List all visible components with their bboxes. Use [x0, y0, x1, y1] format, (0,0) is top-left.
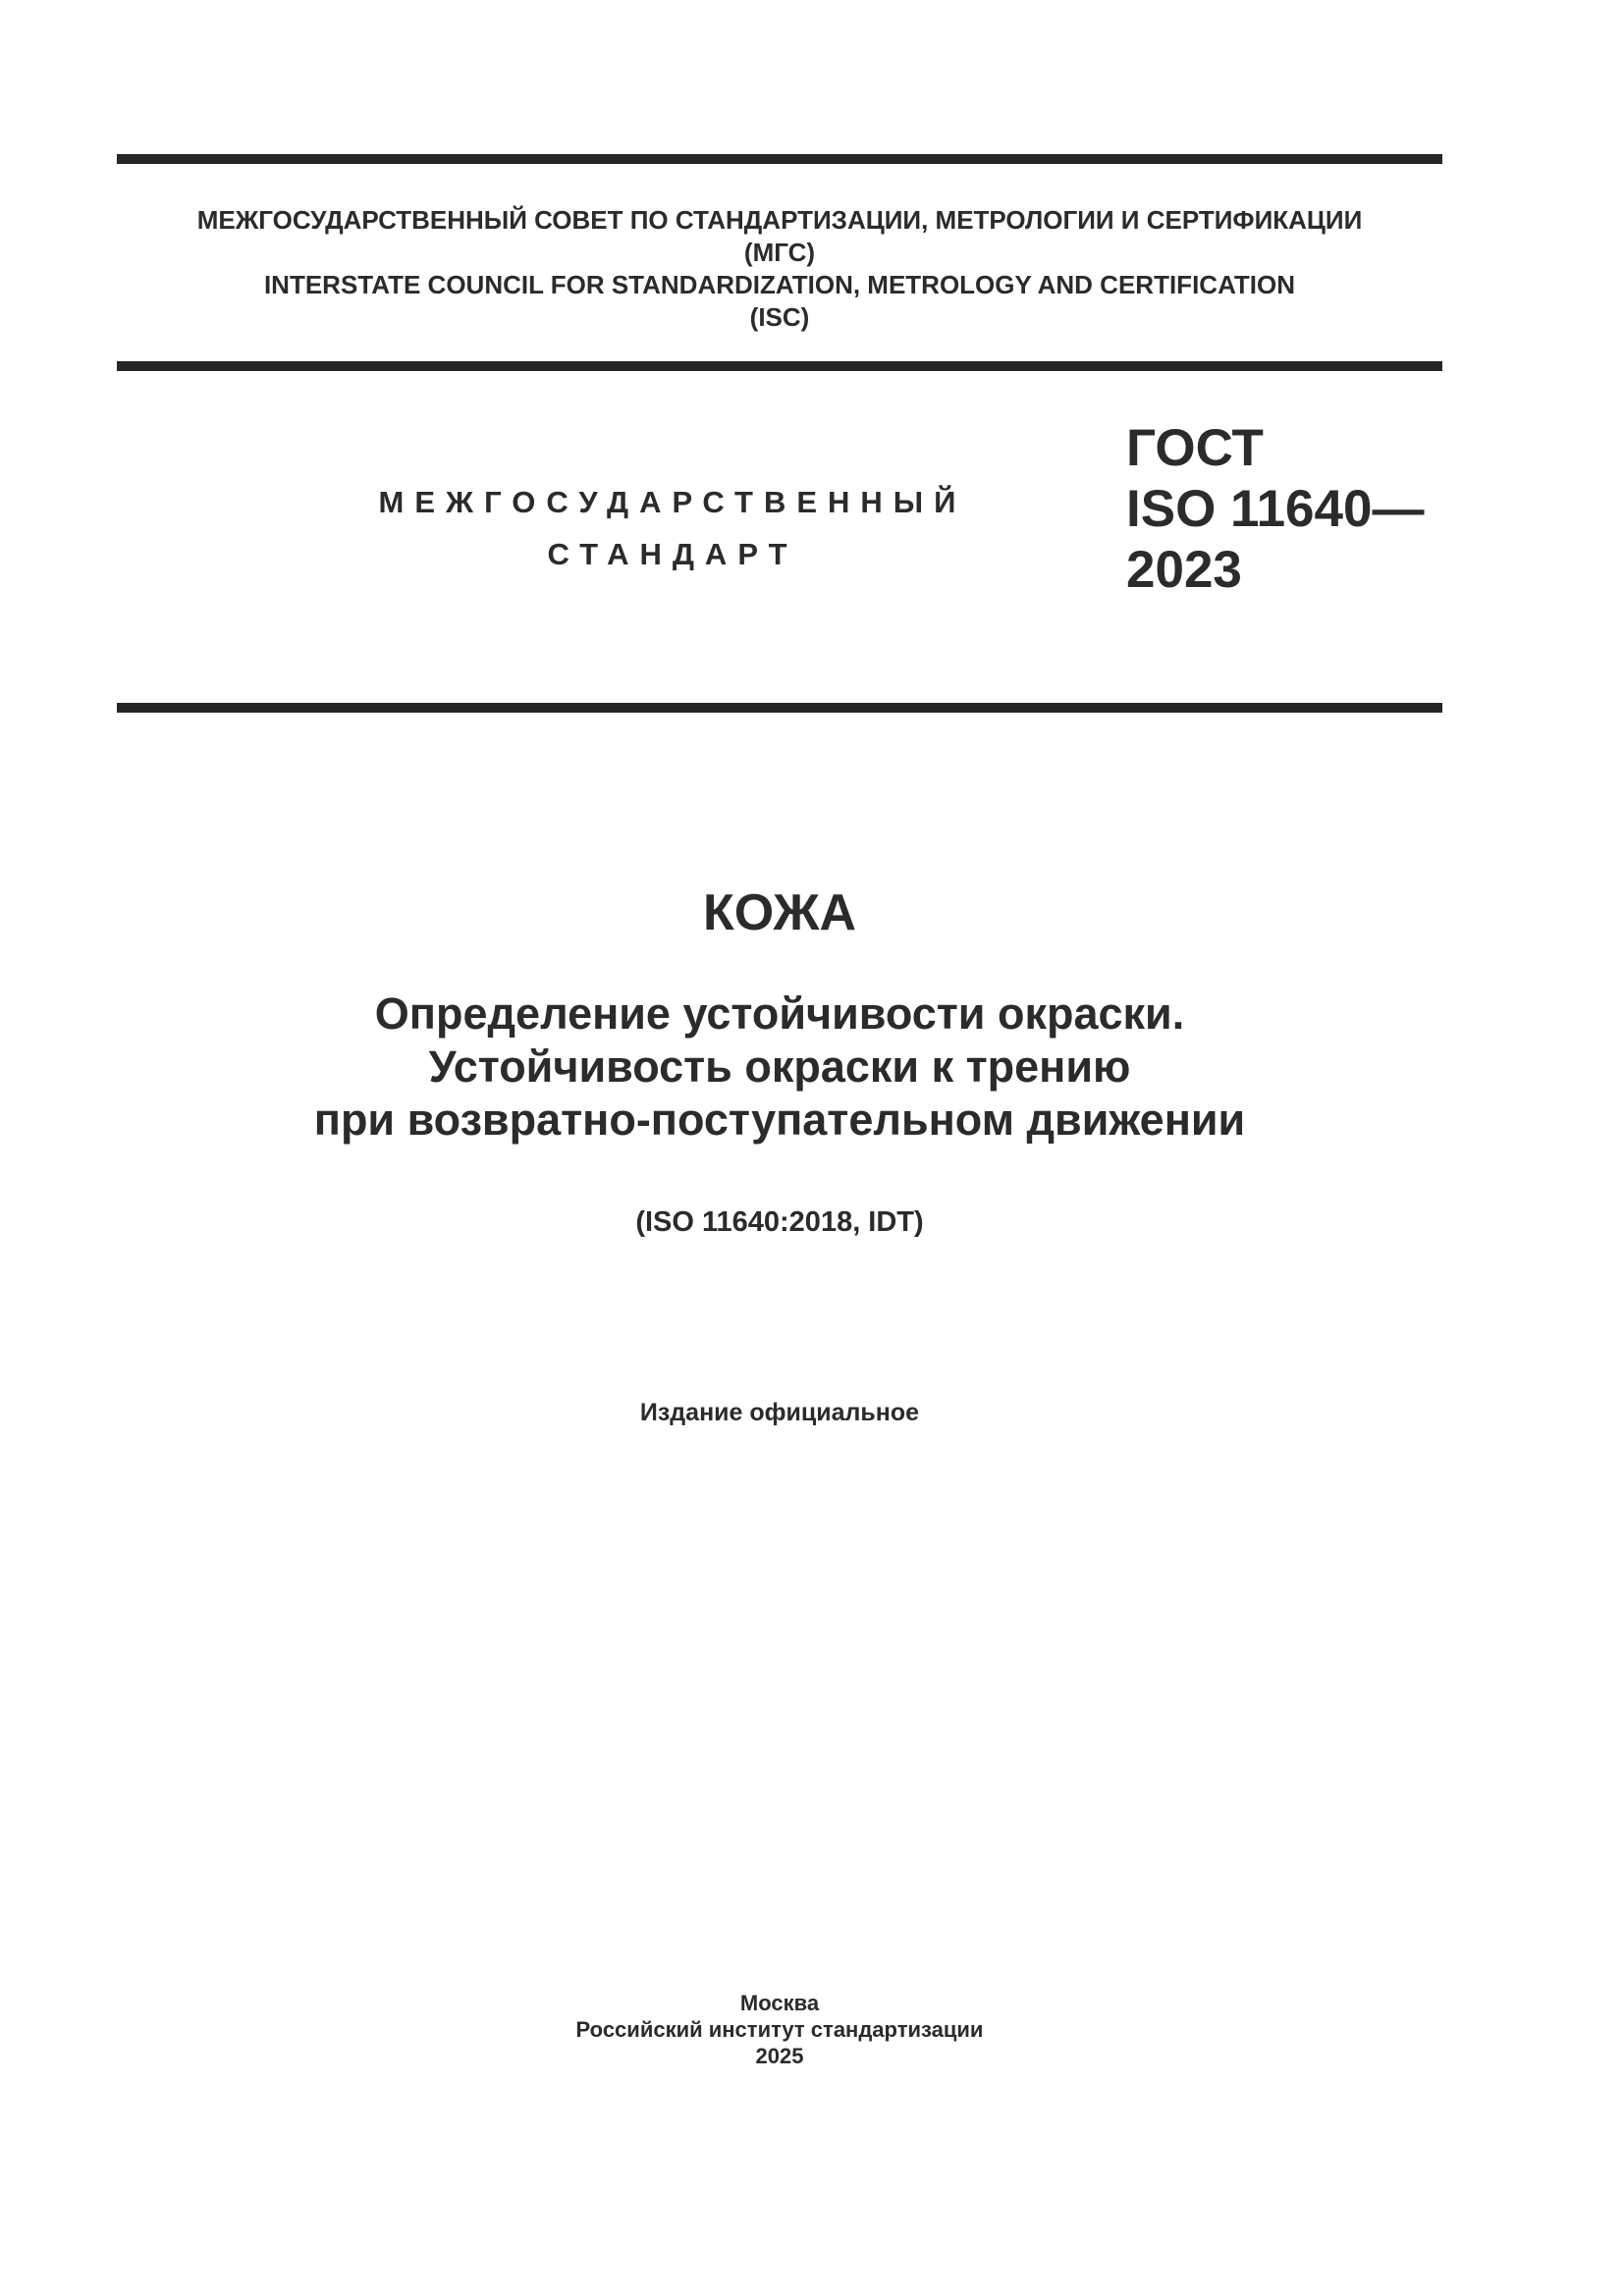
- subtitle-line3: при возвратно-поступательном движении: [313, 1095, 1246, 1145]
- document-subtitle: [117, 988, 1442, 1147]
- iso-reference: (ISO 11640:2018, IDT): [635, 1206, 924, 1238]
- standard-type-label: [324, 476, 1021, 580]
- publisher-year: 2025: [755, 2044, 804, 2068]
- publisher-city: Москва: [739, 1991, 820, 2015]
- standard-type-line2: СТАНДАРТ: [547, 537, 798, 571]
- standard-type-line1: МЕЖГОСУДАРСТВЕННЫЙ: [378, 485, 967, 519]
- gost-designation: [1126, 418, 1424, 601]
- gost-line2: ISO 11640—: [1126, 480, 1425, 538]
- gost-line3: 2023: [1126, 541, 1242, 599]
- subtitle-line2: Устойчивость окраски к трению: [428, 1041, 1131, 1092]
- document-title: КОЖА: [702, 884, 857, 941]
- designation-bottom-rule: [117, 703, 1442, 713]
- publisher-block: [117, 1990, 1442, 2069]
- subtitle-line1: Определение устойчивости окраски.: [374, 988, 1185, 1039]
- council-abbr-ru: (МГС): [743, 238, 816, 267]
- gost-line1: ГОСТ: [1126, 419, 1264, 477]
- header-bottom-rule: [117, 361, 1442, 371]
- council-abbr-en: (ISC): [749, 302, 810, 332]
- top-rule: [117, 154, 1442, 164]
- publisher-institute: Российский институт стандартизации: [575, 2017, 984, 2042]
- council-header: [117, 204, 1442, 334]
- council-name-ru: МЕЖГОСУДАРСТВЕННЫЙ СОВЕТ ПО СТАНДАРТИЗАЦИИ, МЕТРОЛОГИИ И СЕРТИФИКАЦИИ: [196, 205, 1363, 235]
- edition-note: Издание официальное: [639, 1399, 920, 1426]
- council-name-en: INTERSTATE COUNCIL FOR STANDARDIZATION, METROLOGY AND CERTIFICATION: [263, 270, 1296, 299]
